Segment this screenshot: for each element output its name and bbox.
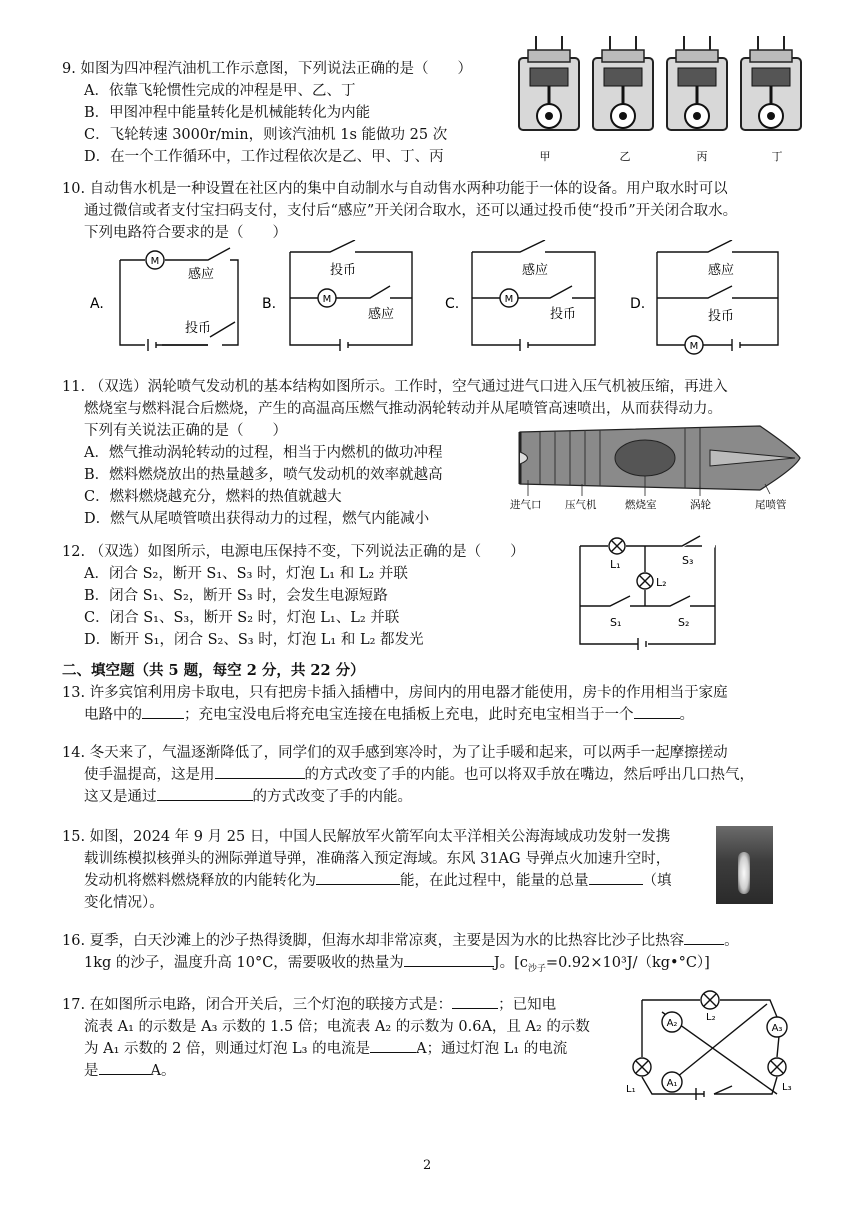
- circuit-d: [657, 240, 778, 354]
- motor-c: M: [504, 294, 514, 305]
- q10-stem-line1: 10. 自动售水机是一种设置在社区内的集中自动制水与自动售水两种功能于一体的设备。用户取水时可以: [62, 181, 728, 197]
- q15-line2: 载训练模拟核弹头的洲际弹道导弹，准确落入预定海域。东风 31AG 导弹点火加速升空时，: [84, 851, 671, 867]
- label-a2: A₂: [666, 1018, 678, 1029]
- label-l2: L₂: [656, 576, 667, 589]
- q15-text-a: 发动机将燃料燃烧释放的内能转化为: [84, 873, 316, 889]
- q15-text-c: （填: [642, 873, 672, 889]
- q17-text-b: ；已知电: [498, 997, 557, 1013]
- label-s3: S₃: [682, 554, 694, 567]
- label-a3: A₃: [771, 1023, 783, 1034]
- question-12: [62, 541, 525, 651]
- motor-d: M: [689, 341, 699, 352]
- q12-circuit-figure: [570, 534, 730, 656]
- switch-coin-c: 投币: [550, 307, 577, 322]
- q17-line3: [62, 1038, 590, 1060]
- q14-text-d: 的方式改变了手的内能。: [252, 789, 412, 805]
- label-turbine: 涡轮: [690, 499, 711, 511]
- q11-option-d: D．燃气从尾喷管喷出获得动力的过程，燃气内能减小: [84, 511, 430, 527]
- label-a1: A₁: [666, 1078, 678, 1089]
- q9-option-a: A．依靠飞轮惯性完成的冲程是甲、乙、丁: [84, 83, 356, 99]
- page-number: 2: [423, 1158, 432, 1173]
- q10-option-a-label: A.: [90, 296, 104, 312]
- q13-text-b: ；充电宝没电后将充电宝连接在电插板上充电，此时充电宝相当于一个: [184, 707, 634, 723]
- q14-text-c: 这又是通过: [84, 789, 157, 805]
- q9-option-d: D．在一个工作循环中，工作过程依次是乙、甲、丁、丙: [84, 149, 444, 165]
- q12-stem: 12. （双选）如图所示，电源电压保持不变，下列说法正确的是（ ）: [62, 544, 525, 560]
- q16-sub-sand: 沙子: [527, 963, 546, 974]
- q13-line1: 13. 许多宾馆利用房卡取电，只有把房卡插入插槽中，房间内的用电器才能使用，房卡的作用相当于家庭: [62, 685, 728, 701]
- circuit-a: [120, 248, 238, 351]
- q13-blank-1[interactable]: [142, 704, 184, 719]
- q13-text-c: 。: [679, 707, 694, 723]
- q16-text-c: 1kg 的沙子，温度升高 10°C，需要吸收的热量为: [84, 955, 404, 971]
- q11-stem-line3: 下列有关说法正确的是（ ）: [84, 423, 287, 439]
- label-compressor: 压气机: [565, 499, 597, 511]
- question-15: [62, 826, 672, 914]
- label-l2-17: L₂: [706, 1012, 716, 1023]
- q11-option-b: B．燃料燃烧放出的热量越多，喷气发动机的效率就越高: [84, 467, 443, 483]
- q15-blank-1[interactable]: [316, 870, 400, 885]
- q12-option-d: D．断开 S₁，闭合 S₂、S₃ 时，灯泡 L₁ 和 L₂ 都发光: [84, 632, 424, 648]
- q10-stem-line2: 通过微信或者支付宝扫码支付，支付后“感应”开关闭合取水，还可以通过投币使“投币”开关闭合取水。: [84, 203, 738, 219]
- switch-sense-b: 感应: [368, 307, 395, 322]
- switch-coin-b: 投币: [330, 263, 357, 278]
- q15-line1: 15. 如图，2024 年 9 月 25 日，中国人民解放军火箭军向太平洋相关公海海域成功发射一发携: [62, 829, 671, 845]
- section-fill-in-title: 二、填空题（共 5 题，每空 2 分，共 22 分）: [62, 662, 365, 679]
- q17-text-e: 是: [84, 1063, 99, 1079]
- q13-text-a: 电路中的: [84, 707, 142, 723]
- q15-text-b: 能，在此过程中，能量的总量: [400, 873, 589, 889]
- q11-option-a: A．燃气推动涡轮转动的过程，相当于内燃机的做功冲程: [84, 445, 443, 461]
- q16-text-e: =0.92×10³J/（kg•°C）]: [545, 955, 710, 971]
- q14-line3: [62, 786, 754, 808]
- q17-blank-2[interactable]: [370, 1038, 416, 1053]
- question-16: [62, 930, 739, 980]
- question-14: [62, 742, 754, 808]
- q9-option-c: C．飞轮转速 3000r/min，则该汽油机 1s 能做功 25 次: [84, 127, 448, 143]
- q14-text-b: 的方式改变了手的内能。也可以将双手放在嘴边，然后呼出几口热气，: [304, 767, 754, 783]
- q12-option-b: B．闭合 S₁、S₂，断开 S₃ 时，会发生电源短路: [84, 588, 388, 604]
- question-10: [62, 178, 737, 244]
- q17-circuit-figure: [622, 982, 812, 1114]
- q14-text-a: 使手温提高，这是用: [84, 767, 215, 783]
- engine-strokes-figure: [512, 28, 812, 168]
- switch-sense-c: 感应: [522, 263, 549, 278]
- q17-blank-3[interactable]: [99, 1060, 151, 1075]
- q16-blank-2[interactable]: [404, 952, 494, 967]
- q16-line2: [62, 952, 739, 980]
- label-jia: 甲: [539, 150, 551, 163]
- motor-a: M: [150, 256, 160, 267]
- circuit-c: [472, 240, 595, 351]
- q17-line2: 流表 A₁ 的示数是 A₃ 示数的 1.5 倍；电流表 A₂ 的示数为 0.6A，且 A₂ 的示数: [84, 1019, 590, 1035]
- q11-option-c: C．燃料燃烧越充分，燃料的热值就越大: [84, 489, 342, 505]
- q16-blank-1[interactable]: [684, 930, 724, 945]
- q13-line2: [62, 704, 728, 726]
- question-13: [62, 682, 728, 726]
- q15-line4: 变化情况）。: [84, 895, 164, 911]
- motor-b: M: [322, 294, 332, 305]
- switch-coin-d: 投币: [708, 309, 735, 324]
- q9-stem: 9. 如图为四冲程汽油机工作示意图，下列说法正确的是（ ）: [62, 61, 472, 77]
- q10-option-d-label: D.: [630, 296, 646, 312]
- label-s1: S₁: [610, 616, 622, 629]
- label-ding: 丁: [771, 150, 783, 163]
- q12-option-a: A．闭合 S₂，断开 S₁、S₃ 时，灯泡 L₁ 和 L₂ 并联: [84, 566, 408, 582]
- q17-line4: [62, 1060, 590, 1082]
- q17-text-a: 17. 在如图所示电路，闭合开关后，三个灯泡的联接方式是：: [62, 997, 453, 1013]
- q11-stem-line2: 燃烧室与燃料混合后燃烧，产生的高温高压燃气推动涡轮转动并从尾喷管高速喷出，从而获得动力。: [84, 401, 722, 417]
- q16-text-d: J。[c: [493, 955, 528, 971]
- q17-text-f: A。: [150, 1063, 176, 1079]
- missile-launch-photo: [716, 826, 773, 904]
- label-combustor: 燃烧室: [625, 499, 657, 511]
- q16-text-b: 。: [724, 933, 739, 949]
- q10-option-c-label: C.: [445, 296, 460, 312]
- label-bing: 丙: [696, 150, 708, 163]
- label-l1: L₁: [610, 558, 621, 571]
- label-s2: S₂: [678, 616, 690, 629]
- q15-blank-2[interactable]: [589, 870, 643, 885]
- q17-line1: [62, 994, 590, 1016]
- label-l1-17: L₁: [626, 1084, 636, 1095]
- q12-option-c: C．闭合 S₁、S₃，断开 S₂ 时，灯泡 L₁、L₂ 并联: [84, 610, 400, 626]
- q17-text-d: A；通过灯泡 L₁ 的电流: [416, 1041, 568, 1057]
- q14-line2: [62, 764, 754, 786]
- q15-line3: [62, 870, 672, 892]
- q10-option-b-label: B.: [262, 296, 277, 312]
- label-nozzle: 尾喷管: [755, 499, 787, 511]
- q17-blank-1[interactable]: [452, 994, 498, 1009]
- circuit-b: [290, 240, 412, 351]
- q10-circuits-figure: [90, 240, 810, 365]
- label-yi: 乙: [619, 150, 631, 163]
- question-9: [62, 58, 472, 168]
- q13-blank-2[interactable]: [634, 704, 680, 719]
- q9-option-b: B．甲图冲程中能量转化是机械能转化为内能: [84, 105, 371, 121]
- switch-sense-d: 感应: [708, 263, 735, 278]
- label-l3: L₃: [782, 1082, 792, 1093]
- question-17: [62, 994, 590, 1082]
- q11-stem-line1: 11. （双选）涡轮喷气发动机的基本结构如图所示。工作时，空气通过进气口进入压气机被压缩，再进入: [62, 379, 728, 395]
- q10-stem-line3: 下列电路符合要求的是（ ）: [84, 225, 287, 241]
- q14-line1: 14. 冬天来了，气温逐渐降低了，同学们的双手感到寒冷时，为了让手暖和起来，可以两手一起摩擦搓动: [62, 745, 728, 761]
- switch-coin-a: 投币: [185, 321, 212, 336]
- q14-blank-2[interactable]: [157, 786, 253, 801]
- label-intake: 进气口: [510, 499, 542, 511]
- q17-text-c: 为 A₁ 示数的 2 倍，则通过灯泡 L₃ 的电流是: [84, 1041, 371, 1057]
- switch-sense-a: 感应: [188, 267, 215, 282]
- q16-text-a: 16. 夏季，白天沙滩上的沙子热得烫脚，但海水却非常凉爽，主要是因为水的比热容比沙子比热容: [62, 933, 685, 949]
- jet-engine-figure: [510, 420, 810, 512]
- q16-line1: [62, 930, 739, 952]
- q14-blank-1[interactable]: [215, 764, 305, 779]
